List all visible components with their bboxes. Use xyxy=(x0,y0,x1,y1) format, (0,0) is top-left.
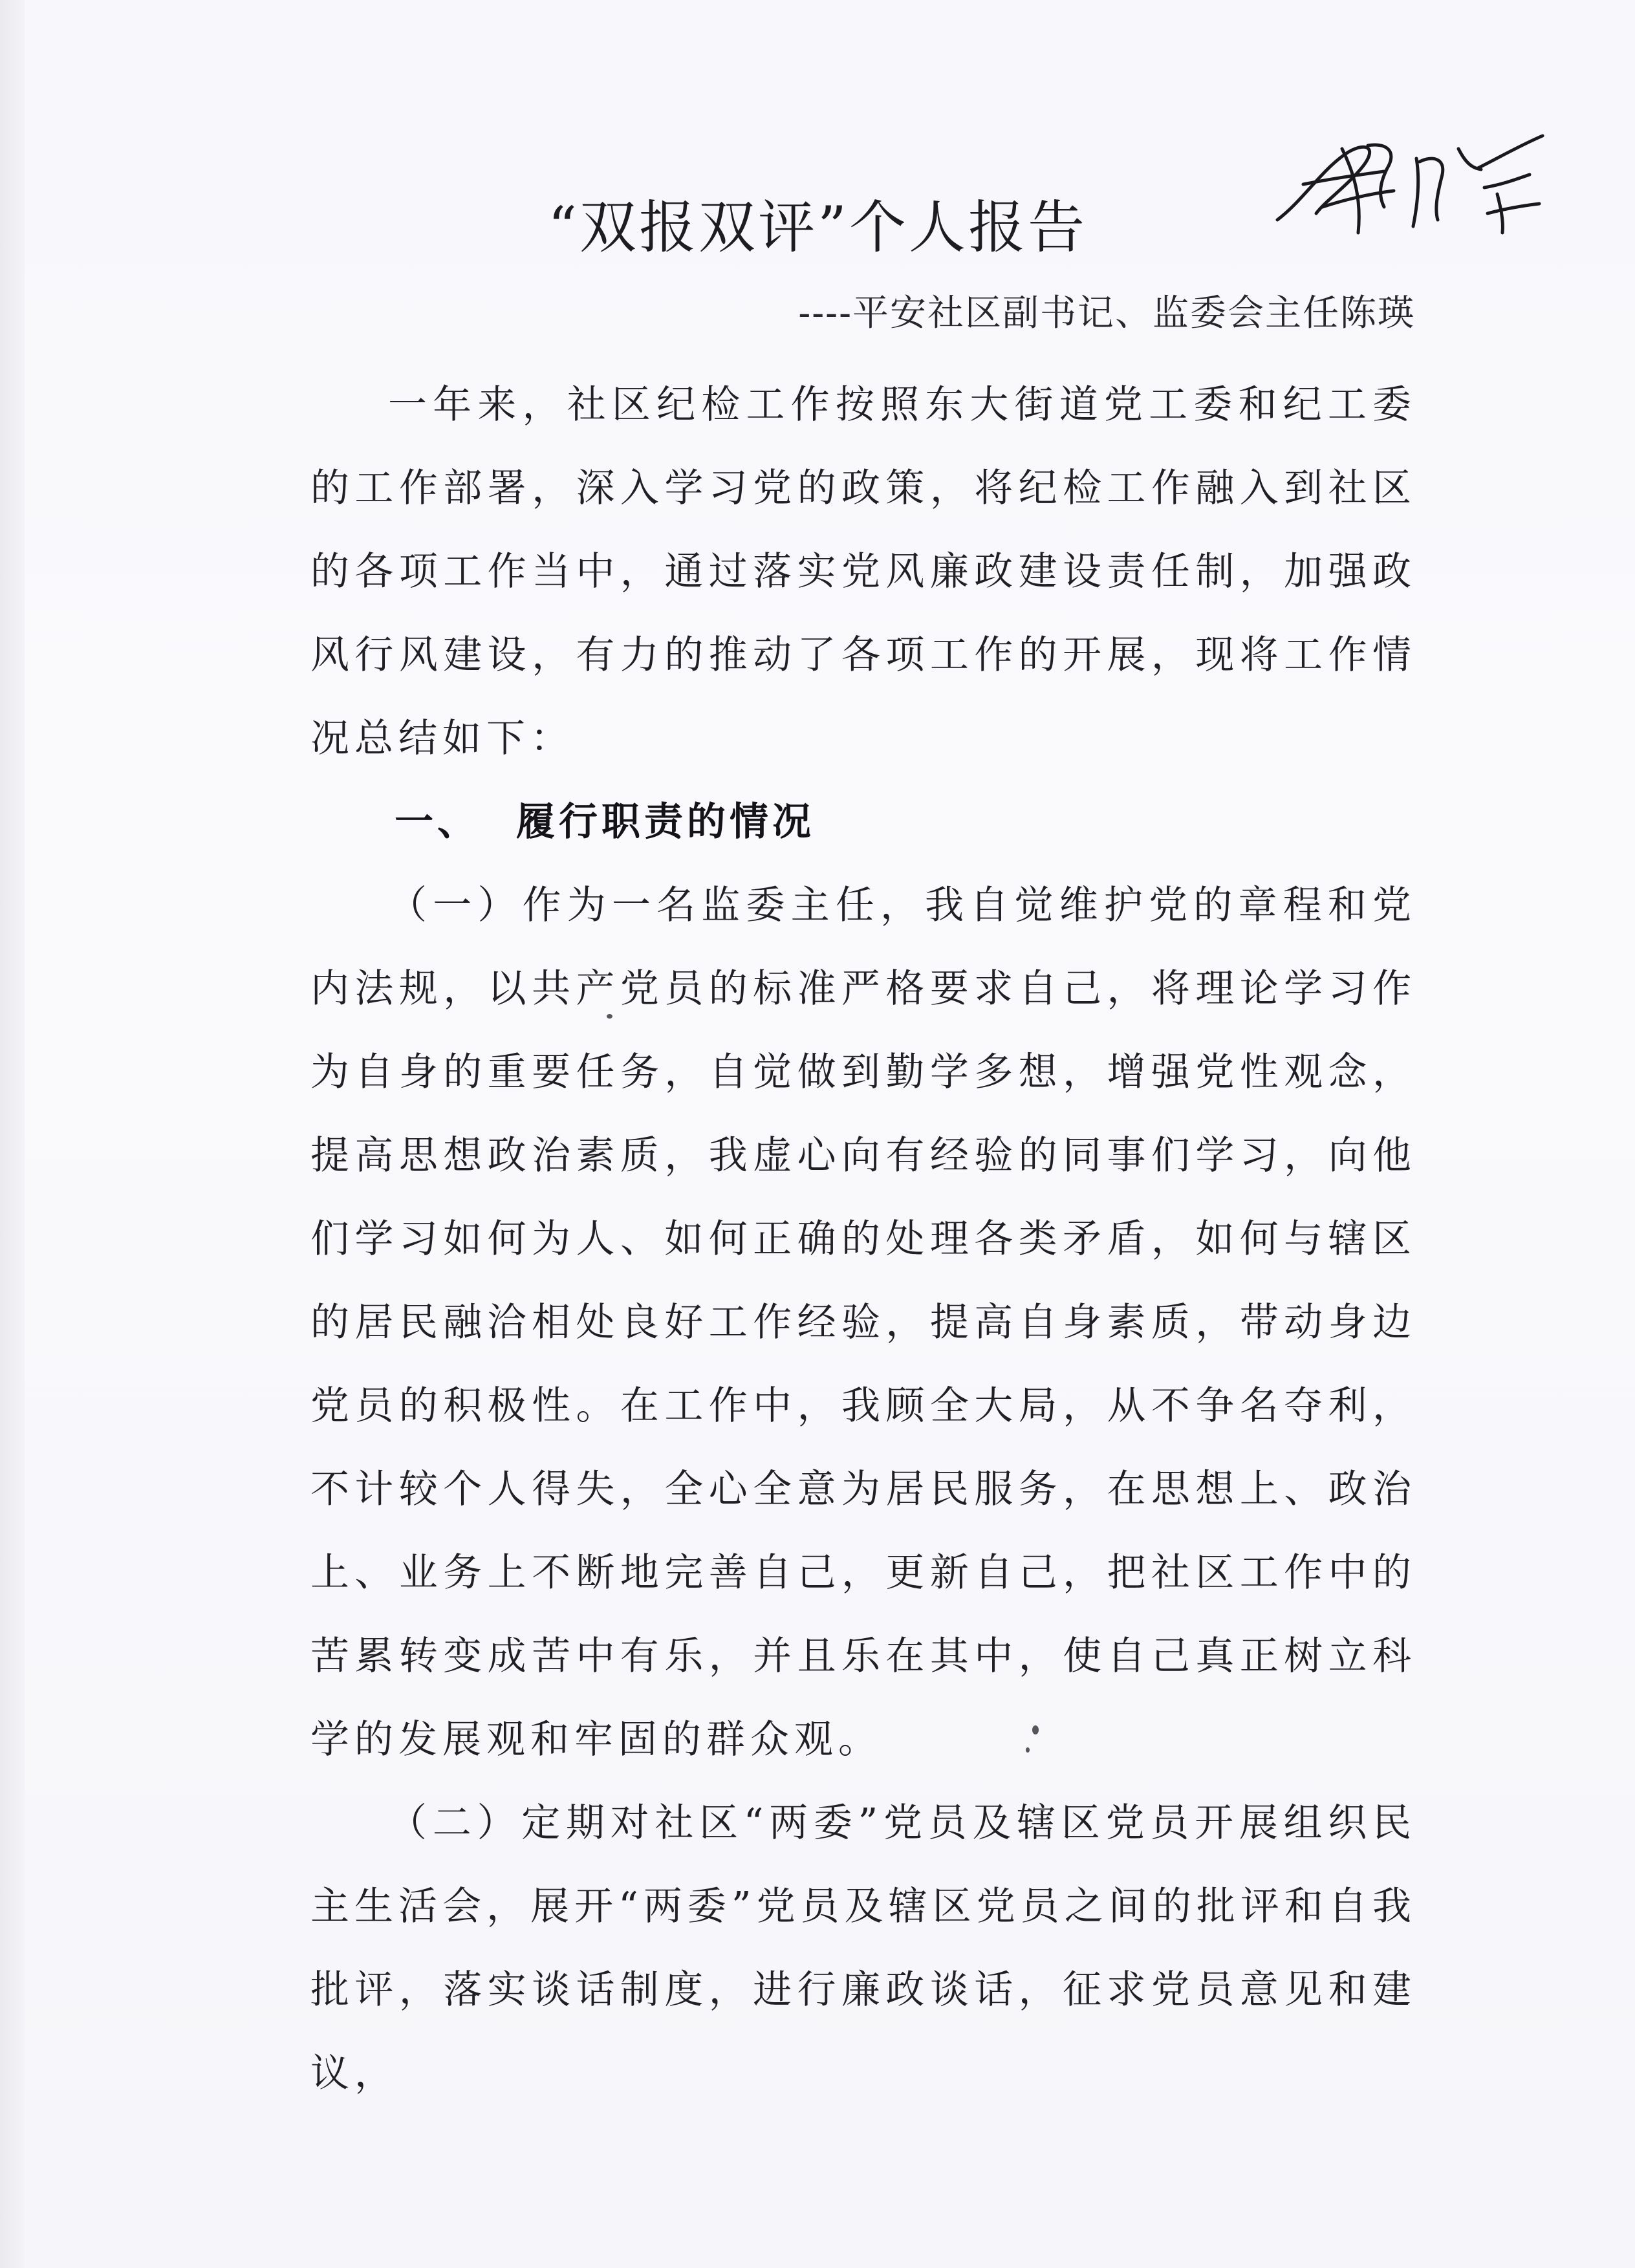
paragraph-2: （二）定期对社区“两委”党员及辖区党员开展组织民主生活会，展开“两委”党员及辖区党员之间的批评和自我批评，落实谈话制度，进行廉政谈话，征求党员意见和建议， xyxy=(310,1800,1416,2096)
section-heading xyxy=(310,781,1416,864)
scan-speck xyxy=(1026,1747,1030,1753)
section-heading-text: 履行职责的情况 xyxy=(516,799,815,845)
scan-speck xyxy=(607,1014,612,1019)
intro-paragraph: 一年来，社区纪检工作按照东大街道党工委和纪工委的工作部署，深入学习党的政策，将纪检工作融入到社区的各项工作当中，通过落实党风廉政建设责任制，加强政风行风建设，有力的推动了各项工作的开展，现将工作情况总结如下： xyxy=(310,382,1416,761)
page-edge-shadow xyxy=(0,0,25,2268)
document-title: “双报双评”个人报告 xyxy=(548,194,1087,261)
section-number: 一、 xyxy=(395,799,480,845)
scan-speck xyxy=(1032,1725,1039,1734)
paragraph-1: （一）作为一名监委主任，我自觉维护党的章程和党内法规，以共产党员的标准严格要求自己，将理论学习作为自身的重要任务，自觉做到勤学多想，增强党性观念，提高思想政治素质，我虚心向有经验的同事们学习，向他们学习如何为人、如何正确的处理各类矛盾，如何与辖区的居民融洽相处良好工作经验，提高自身素质，带动身边党员的积极性。在工作中，我顾全大局，从不争名夺利，不计较个人得失，全心全意为居民服务，在思想上、政治上、业务上不断地完善自己，更新自己，把社区工作中的苦累转变成苦中有乐，并且乐在其中，使自己真正树立科学的发展观和牢固的群众观。 xyxy=(310,883,1416,1762)
document-subtitle: ----平安社区副书记、监委会主任陈瑛 xyxy=(798,292,1415,334)
document-body xyxy=(310,363,1416,2115)
